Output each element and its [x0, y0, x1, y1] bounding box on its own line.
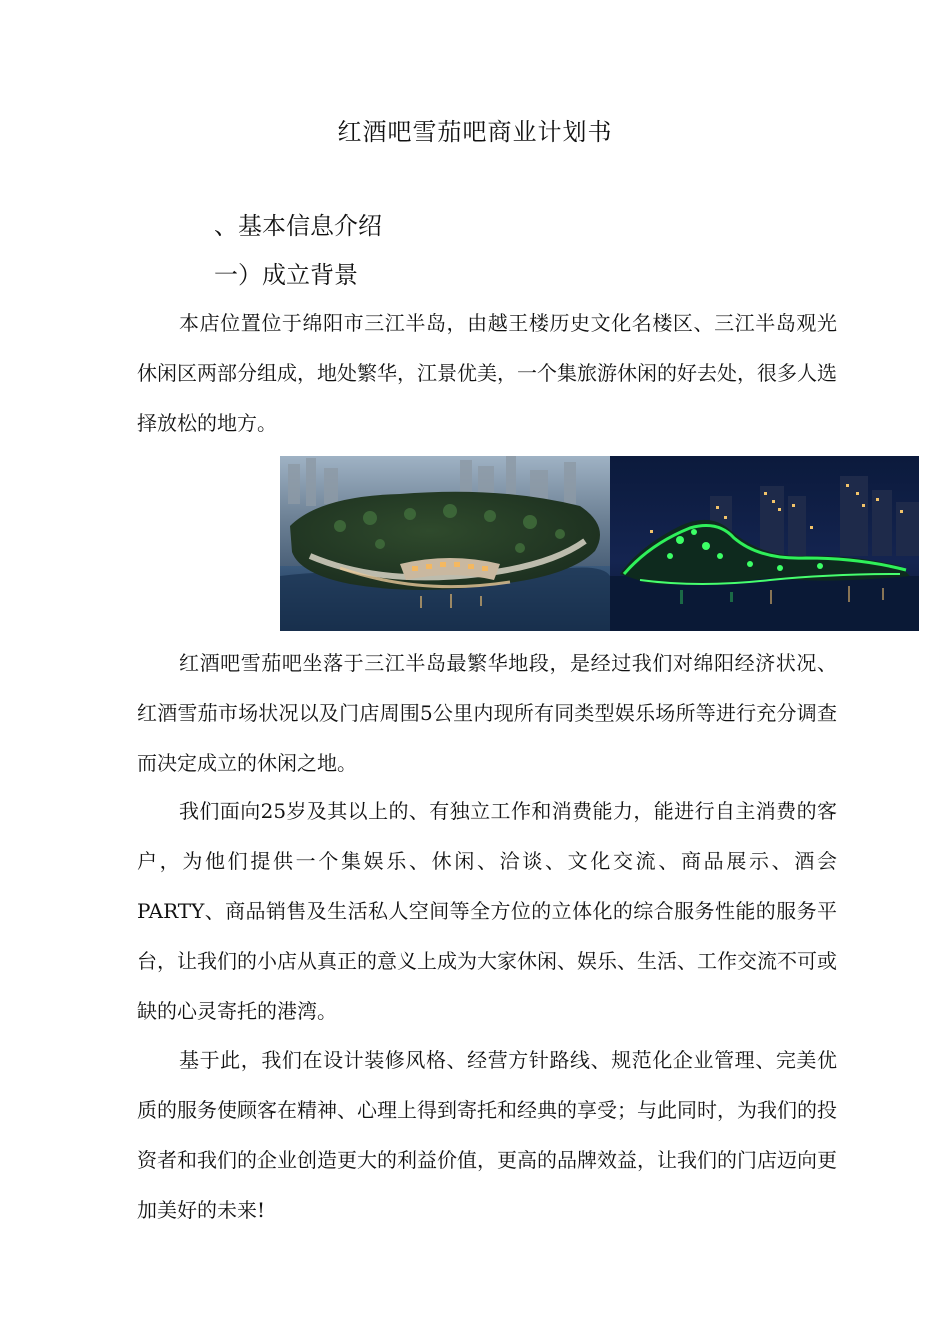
document-title: 红酒吧雪茄吧商业计划书: [337, 118, 613, 146]
paragraph-site-selection: 红酒吧雪茄吧坐落于三江半岛最繁华地段，是经过我们对绵阳经济状况、红酒雪茄市场状况以及门店周围5公里内现所有同类型娱乐场所等进行充分调查而决定成立的休闲之地。: [137, 651, 837, 775]
subsection-heading: 一）成立背景: [214, 261, 358, 289]
night-view-photo: [610, 456, 919, 631]
aerial-daytime-photo: [280, 456, 610, 631]
section-heading: 、基本信息介绍: [214, 212, 382, 240]
aerial-daytime-image: [280, 456, 610, 631]
night-view-image: [610, 456, 919, 631]
paragraph-location: 本店位置位于绵阳市三江半岛，由越王楼历史文化名楼区、三江半岛观光休闲区两部分组成，地处繁华，江景优美，一个集旅游休闲的好去处，很多人选择放松的地方。: [137, 311, 837, 435]
paragraph-vision: 基于此，我们在设计装修风格、经营方针路线、规范化企业管理、完美优质的服务使顾客在精神、心理上得到寄托和经典的享受；与此同时，为我们的投资者和我们的企业创造更大的利益价值，更高的品牌效益，让我们的门店迈向更加美好的未来!: [137, 1048, 837, 1222]
paragraph-target-customers: 我们面向25岁及其以上的、有独立工作和消费能力，能进行自主消费的客户，为他们提供一个集娱乐、休闲、洽谈、文化交流、商品展示、酒会PARTY、商品销售及生活私人空间等全方位的立体化的综合服务性能的服务平台，让我们的小店从真正的意义上成为大家休闲、娱乐、生活、工作交流不可或缺的心灵寄托的港湾。: [137, 799, 837, 1023]
location-figure: [280, 456, 919, 631]
